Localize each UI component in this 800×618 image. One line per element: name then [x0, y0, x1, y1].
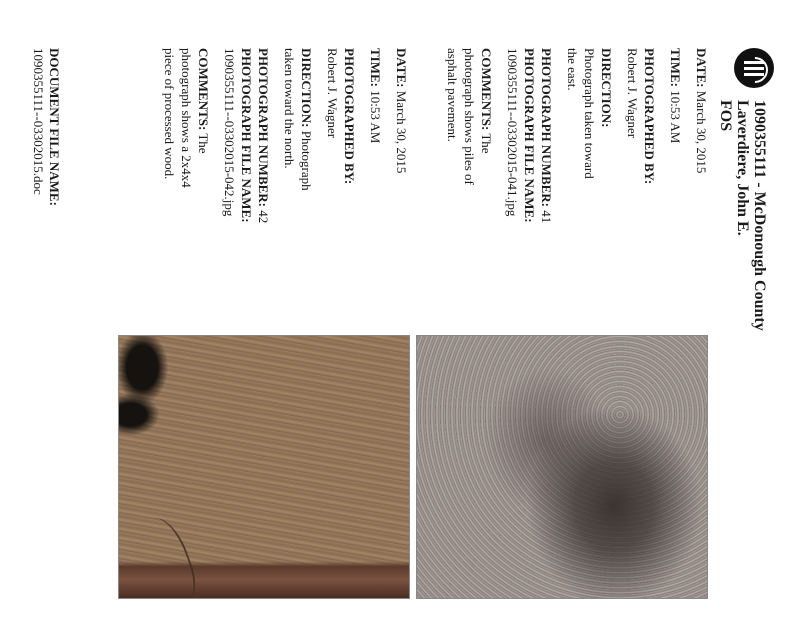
site-owner: Laverdiere, John E. [734, 100, 751, 236]
photo-41-file: 1090355111--03302015-041.jpg [505, 48, 520, 217]
photo-41-time: TIME: 10:53 AM [668, 48, 683, 144]
photo-41-photographer-label: PHOTOGRAPHED BY: [642, 48, 657, 185]
photo-41-direction: DIRECTION: Photograph taken toward the east. [565, 48, 614, 179]
document-file-name: 1090355111--03302015.doc [31, 48, 46, 195]
photo-42-comments: COMMENTS: The photograph shows a 2x4x4 piece of processed wood. [162, 48, 211, 188]
photo-41-photographer: Robert J. Wagner [625, 48, 640, 139]
photo-41-file-label: PHOTOGRAPH FILE NAME: [522, 48, 537, 223]
photo-42-file: 1090355111--03302015-042.jpg [222, 48, 237, 217]
photo-41-date: DATE: March 30, 2015 [694, 48, 709, 174]
photo-42-photographer: Robert J. Wagner [325, 48, 340, 139]
photo-42-processed-wood [118, 335, 410, 599]
site-program: FOS [717, 100, 734, 132]
photo-41-details [444, 48, 710, 298]
photo-41-comments: COMMENTS: The photograph shows piles of asphalt pavement. [445, 48, 494, 185]
site-id-county: 1090355111 - McDonough County [751, 100, 768, 331]
ground-crack [133, 512, 203, 599]
document-footer [30, 48, 62, 328]
site-header [717, 100, 768, 520]
document-file-name-label: DOCUMENT FILE NAME: [47, 48, 62, 206]
photo-42-date: DATE: March 30, 2015 [394, 48, 409, 174]
photo-41-asphalt-piles [416, 335, 708, 599]
photo-42-photographer-label: PHOTOGRAPHED BY: [342, 48, 357, 185]
photo-42-number: PHOTOGRAPH NUMBER: 42 [256, 48, 271, 224]
photo-41-number: PHOTOGRAPH NUMBER: 41 [539, 48, 554, 224]
photo-42-time: TIME: 10:53 AM [368, 48, 383, 144]
photo-42-direction: DIRECTION: Photograph taken toward the north. [282, 48, 314, 191]
agency-logo-icon [734, 48, 774, 88]
photo-42-details [161, 48, 410, 298]
photo-42-file-label: PHOTOGRAPH FILE NAME: [239, 48, 254, 223]
